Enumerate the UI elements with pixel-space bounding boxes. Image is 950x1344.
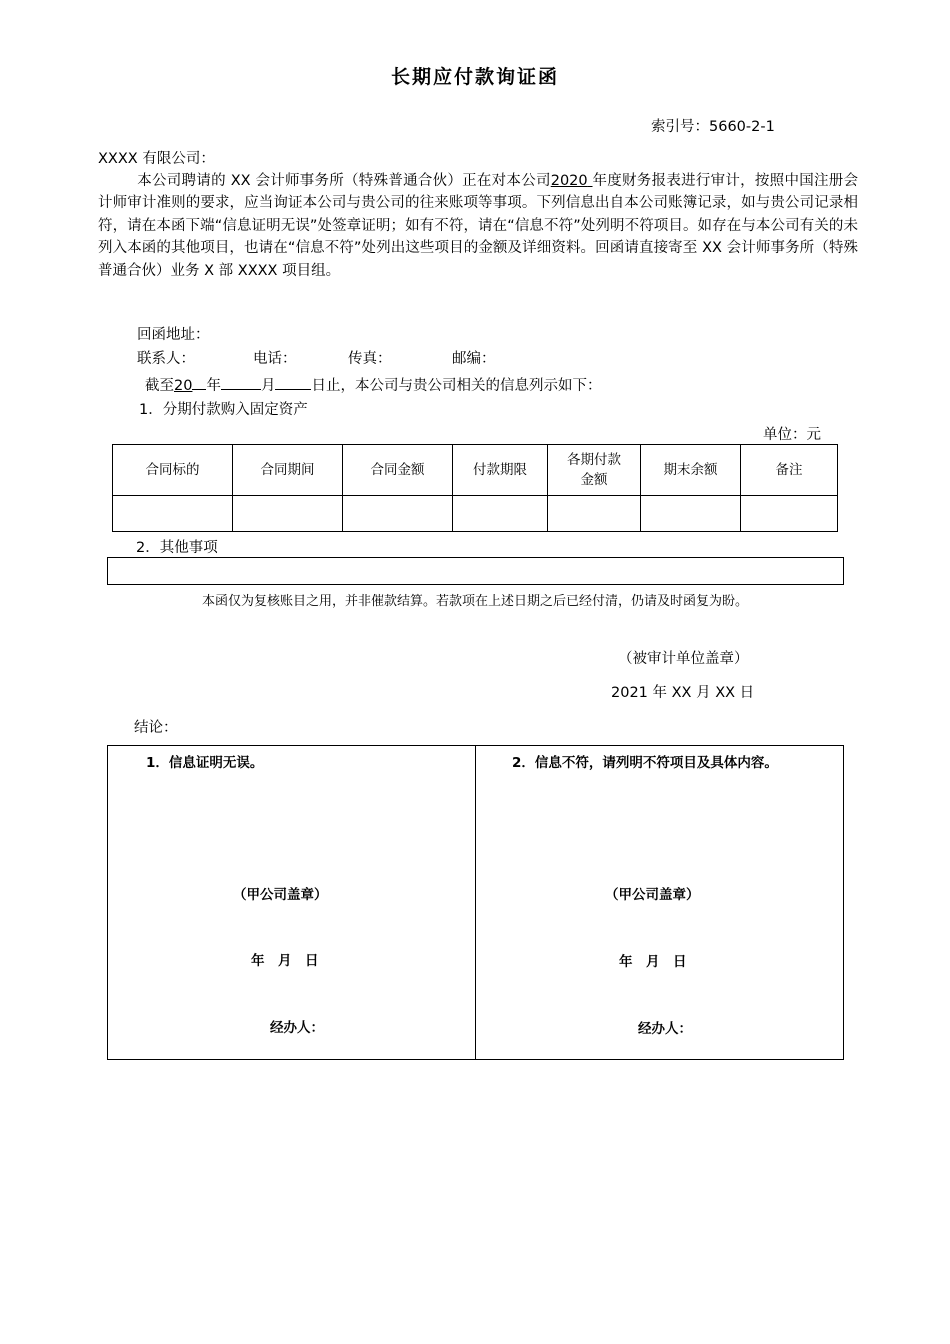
document-title: 长期应付款询证函 [390, 66, 559, 88]
postcode-label: 邮编： [452, 351, 496, 367]
phone-label: 电话： [253, 351, 297, 367]
cutoff-suffix: 日止，本公司与贵公司相关的信息列示如下： [311, 378, 602, 394]
recipient: XXXX 有限公司： [98, 151, 215, 167]
fax-label: 传真： [348, 351, 392, 367]
info-confirmed-title: 1．信息证明无误。 [146, 755, 264, 771]
section1-heading: 1．分期付款购入固定资产 [139, 402, 308, 418]
header-cell: 期末余额 [641, 445, 741, 496]
body-text-2: 年度财务报表进行审计，按照中国注册会计师审计准则的要求，应当询证本公司与贵公司的往来账项等事项。下列信息出自本公司账簿记录，如与贵公司记录相符，请在本函下端“信息证明无误”处签章证明；如有不符，请在“信息不符”处列明不符项目。如存在与本公司有关的未列入本函的其他项目，也请在“信息不符”处列出这些项目的金额及详细资料。回函请直接寄至 XX 会计师事务所（特殊普通合伙）业务 X 部 XXXX 项目组。 [98, 173, 858, 279]
info-mismatch-title: 2．信息不符，请列明不符项目及具体内容。 [512, 755, 778, 771]
audit-year: 2020 [550, 173, 588, 189]
other-matters-box[interactable] [107, 557, 844, 585]
table-cell[interactable] [233, 496, 343, 532]
auditee-stamp-label: （被审计单位盖章） [618, 651, 749, 667]
section2-heading: 2．其他事项 [136, 540, 218, 556]
installment-table [112, 444, 838, 532]
cutoff-month-label: 月 [260, 378, 276, 394]
index-number: 索引号：5660-2-1 [651, 119, 775, 135]
disclaimer-note: 本函仅为复核账目之用，并非催款结算。若款项在上述日期之后已经付清，仍请及时函复为盼。 [201, 594, 748, 609]
table-cell[interactable] [113, 496, 233, 532]
conclusion-divider [475, 746, 476, 1059]
letter-date: 2021 年 XX 月 XX 日 [611, 685, 755, 701]
left-handler-label: 经办人： [270, 1020, 324, 1036]
conclusion-box [107, 745, 844, 1060]
table-row [113, 496, 838, 532]
table-cell[interactable] [343, 496, 453, 532]
left-seal-label: （甲公司盖章） [233, 887, 328, 903]
table-cell[interactable] [548, 496, 641, 532]
table-cell[interactable] [741, 496, 838, 532]
header-cell: 合同标的 [113, 445, 233, 496]
table-cell[interactable] [453, 496, 548, 532]
table-cell[interactable] [641, 496, 741, 532]
right-seal-label: （甲公司盖章） [605, 887, 700, 903]
right-date-line: 年 月 日 [619, 954, 687, 970]
left-date-line: 年 月 日 [251, 953, 319, 969]
cutoff-prefix: 截至 [145, 378, 174, 394]
table-header-row [113, 445, 838, 496]
reply-address-label: 回函地址： [137, 327, 210, 343]
header-cell: 付款期限 [453, 445, 548, 496]
body-text-1: 本公司聘请的 XX 会计师事务所（特殊普通合伙）正在对本公司 [137, 173, 551, 189]
header-cell: 合同期间 [233, 445, 343, 496]
cutoff-year: 20 [174, 378, 193, 394]
conclusion-label: 结论： [134, 720, 178, 736]
header-cell: 各期付款金额 [548, 445, 641, 496]
body-paragraph [98, 170, 858, 282]
contact-person-label: 联系人： [137, 351, 195, 367]
cutoff-line [145, 373, 601, 395]
cutoff-year-label: 年 [206, 378, 221, 394]
right-handler-label: 经办人： [638, 1021, 692, 1037]
unit-label: 单位：元 [763, 427, 821, 443]
header-cell: 合同金额 [343, 445, 453, 496]
header-cell: 备注 [741, 445, 838, 496]
